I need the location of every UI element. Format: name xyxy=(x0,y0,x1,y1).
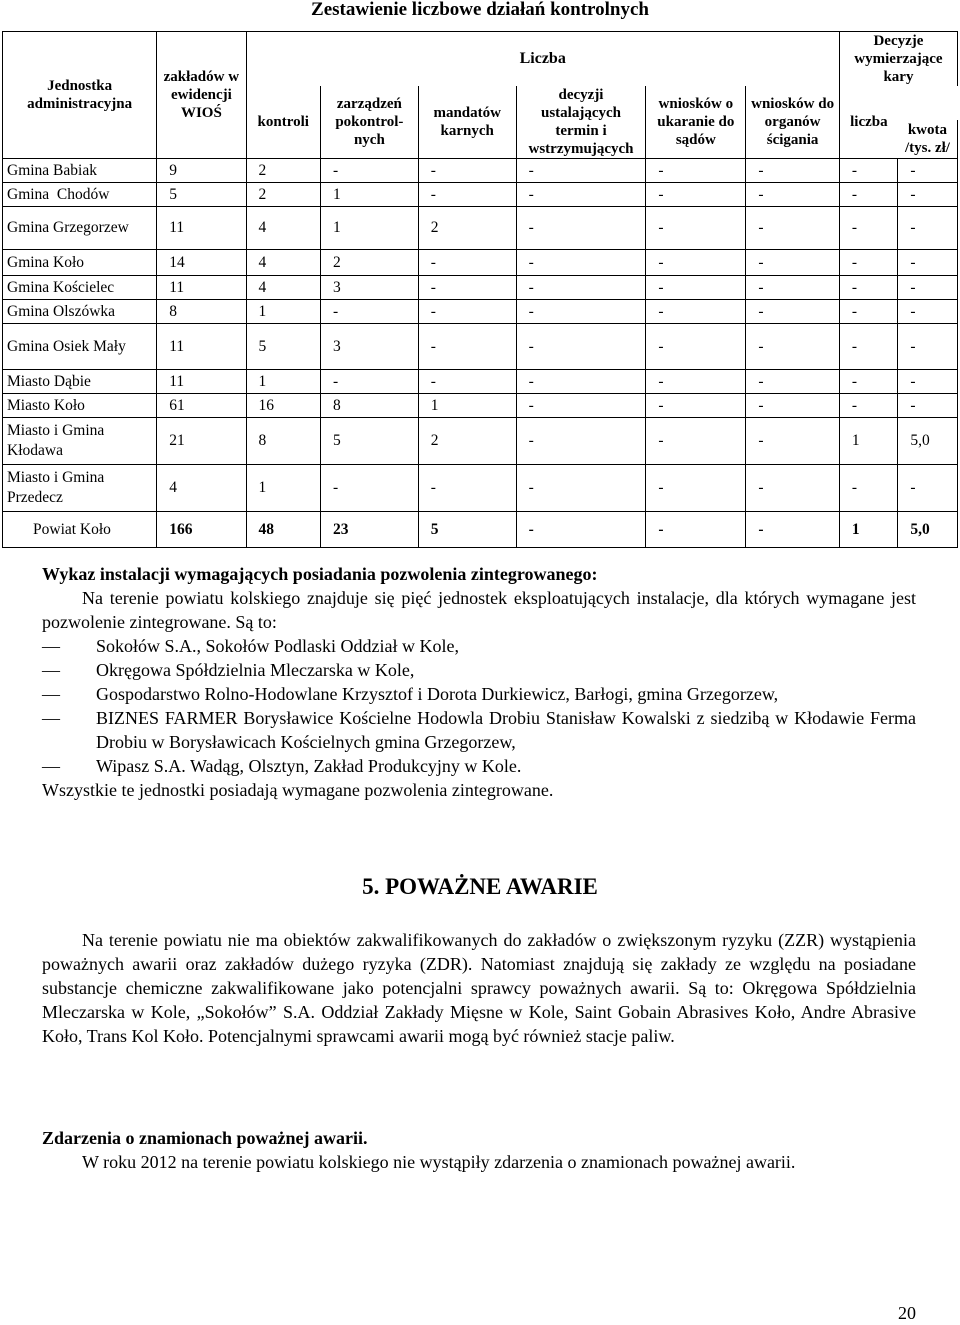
total-row-name: Powiat Koło xyxy=(3,512,157,548)
row-unit-name: Miasto i Gmina Przedecz xyxy=(3,465,157,512)
table-row: Miasto Koło 61 16 8 1 - - - - - xyxy=(3,394,958,418)
list-item: — Sokołów S.A., Sokołów Podlaski Oddział w Kole, xyxy=(42,634,916,658)
ippc-heading: Wykaz instalacji wymagających posiadania pozwolenia zintegrowanego: xyxy=(42,564,598,584)
row-unit-name: Gmina Grzegorzew xyxy=(3,207,157,250)
row-unit-name: Miasto Dąbie xyxy=(3,370,157,394)
header-mandatow: mandatów karnych xyxy=(418,86,516,159)
ippc-section xyxy=(42,562,916,802)
header-unit: Jednostka administracyjna xyxy=(3,32,157,159)
list-item: — Wipasz S.A. Wadąg, Olsztyn, Zakład Produkcyjny w Kole. xyxy=(42,754,916,778)
row-unit-name: Gmina Koło xyxy=(3,250,157,276)
header-decyzje-kwota: kwota /tys. zł/ xyxy=(898,120,958,159)
table-row: Gmina Koło 14 4 2 - - - - - - xyxy=(3,250,958,276)
major-accidents-paragraph: Na terenie powiatu nie ma obiektów zakwalifikowanych do zakładów o zwiększonym ryzyku (ZZR) wystąpienia poważnych awarii oraz zakładów dużego ryzyka (ZDR). Natomiast znajdują się zakłady ze względu na posiadane substancje chemiczne zakwalifikowane jako potencjalni sprawcy poważnych awarii. Są to: Okręgowa Spółdzielnia Mleczarska w Kole, „Sokołów” S.A. Oddział Zakłady Mięsne w Kole, Saint Gobain Abrasives Koło, Andre Abrasive Koło, Trans Kol Koło. Potencjalnymi sprawcami awarii mogą być również stacje paliw. xyxy=(42,930,916,1046)
table-row: Gmina Olszówka 8 1 - - - - - - - xyxy=(3,300,958,324)
table-row: Gmina Grzegorzew 11 4 1 2 - - - - - xyxy=(3,207,958,250)
row-unit-name: Miasto Koło xyxy=(3,394,157,418)
section-title: 5. POWAŻNE AWARIE xyxy=(362,874,598,899)
page-number: 20 xyxy=(898,1303,916,1323)
row-unit-name: Gmina Kościelec xyxy=(3,276,157,300)
header-zarzadzen: zarządzeń pokontrol-nych xyxy=(320,86,418,159)
row-unit-name: Gmina Osiek Mały xyxy=(3,324,157,370)
table-row: Gmina Osiek Mały 11 5 3 - - - - - - xyxy=(3,324,958,370)
incidents-paragraph: W roku 2012 na terenie powiatu kolskiego nie wystąpiły zdarzenia o znamionach poważnej awarii. xyxy=(82,1152,796,1172)
row-unit-name: Gmina Babiak xyxy=(3,159,157,183)
table-row: Miasto Dąbie 11 1 - - - - - - - xyxy=(3,370,958,394)
table-row: Gmina Chodów 5 2 1 - - - - - - xyxy=(3,183,958,207)
row-unit-name: Gmina Chodów xyxy=(3,183,157,207)
ippc-closing: Wszystkie te jednostki posiadają wymagane pozwolenia zintegrowane. xyxy=(42,780,554,800)
ippc-list xyxy=(42,634,916,778)
header-wnioskow-ukaranie: wniosków o ukaranie do sądów xyxy=(646,86,746,159)
header-decyzje-liczba: liczba xyxy=(839,86,897,159)
row-unit-name: Gmina Olszówka xyxy=(3,300,157,324)
table-row: Miasto i Gmina Przedecz 4 1 - - - - - - - xyxy=(3,465,958,512)
incidents-section xyxy=(42,1126,916,1174)
table-title: Zestawienie liczbowe działań kontrolnych xyxy=(311,0,649,20)
total-row: Powiat Koło 166 48 23 5 - - - 1 5,0 xyxy=(3,512,958,548)
ippc-intro: Na terenie powiatu kolskiego znajduje się pięć jednostek eksploatujących instalacje, dla których wymagane jest pozwolenie zintegrowane. Są to: xyxy=(42,588,916,632)
table-row: Gmina Babiak 9 2 - - - - - - - xyxy=(3,159,958,183)
header-kontroli: kontroli xyxy=(246,86,320,159)
row-unit-name: Miasto i Gmina Kłodawa xyxy=(3,418,157,465)
header-zakladow: zakładów w ewidencji WIOŚ xyxy=(157,32,246,159)
list-item: — BIZNES FARMER Borysławice Kościelne Hodowla Drobiu Stanisław Kowalski z siedzibą w Kłodawie Ferma Drobiu w Borysławicach Kościelnych gmina Grzegorzew, xyxy=(42,706,916,754)
table-row: Miasto i Gmina Kłodawa 21 8 5 2 - - - 1 5,0 xyxy=(3,418,958,465)
header-decyzje: Decyzje wymierzające kary xyxy=(839,32,957,87)
header-wnioskow-organy: wniosków do organów ścigania xyxy=(746,86,840,159)
list-item: — Okręgowa Spółdzielnia Mleczarska w Kole, xyxy=(42,658,916,682)
list-item: — Gospodarstwo Rolno-Hodowlane Krzysztof i Dorota Durkiewicz, Barłogi, gmina Grzegorzew, xyxy=(42,682,916,706)
incidents-heading: Zdarzenia o znamionach poważnej awarii. xyxy=(42,1128,368,1148)
header-liczba: Liczba xyxy=(246,32,839,87)
control-actions-table xyxy=(2,31,958,548)
header-decyzji: decyzji ustalających termin i wstrzymujących xyxy=(516,86,646,159)
table-row: Gmina Kościelec 11 4 3 - - - - - - xyxy=(3,276,958,300)
